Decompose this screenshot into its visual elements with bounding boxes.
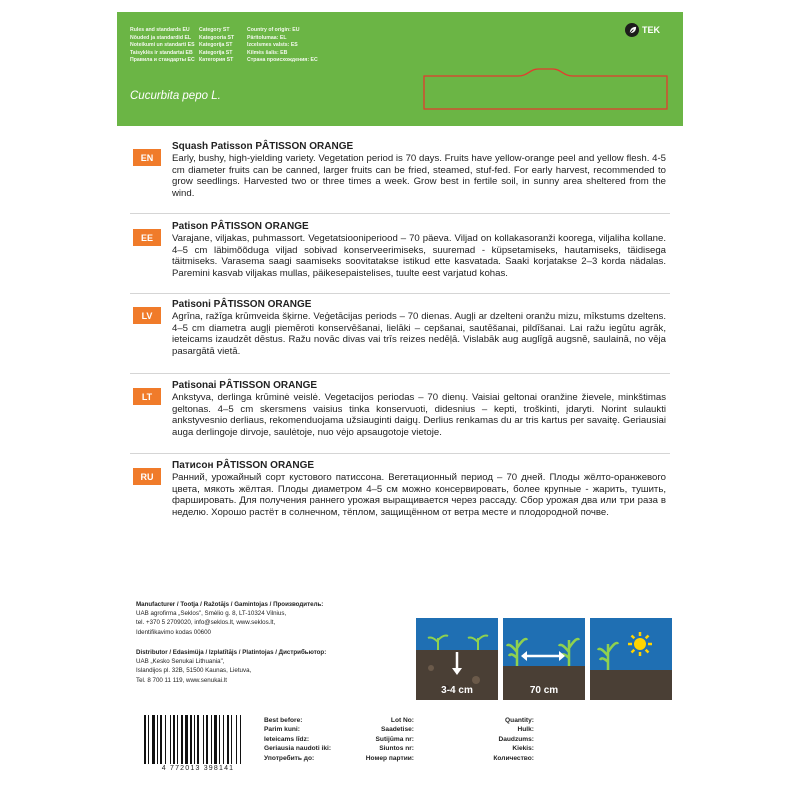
origin-label: Country of origin: EU: [247, 27, 300, 33]
divider: [130, 453, 670, 454]
sowing-depth-pictogram: [416, 618, 498, 700]
quantity-labels: [460, 716, 534, 763]
quantity-label: Quantity:: [505, 717, 534, 724]
standards-label: Правила и стандарты ЕС: [130, 57, 195, 64]
section-title: Patisoni PÂTISSON ORANGE: [172, 299, 312, 310]
section-lt: [130, 380, 670, 452]
manufacturer-line: Identifikavimo kodas 00600: [136, 628, 211, 636]
best-before-label: Ieteicams līdz:: [264, 735, 310, 743]
manufacturer-line: UAB agrofirma „Seklos", Smėlio g. 8, LT-10324 Vilnius,: [136, 610, 287, 618]
section-ee: [130, 221, 670, 293]
category-label: Категория ST: [199, 57, 234, 64]
section-lv: [130, 299, 670, 369]
best-before-labels: [264, 716, 331, 763]
distributor-line: UAB „Kesko Senukai Lithuania",: [136, 658, 225, 666]
lot-label: Номер партии:: [365, 754, 414, 762]
latin-name: Cucurbita pepo L.: [130, 90, 221, 102]
lot-label: Sutijūma nr:: [375, 735, 414, 743]
spacing-pictogram: [503, 618, 585, 700]
lot-label: Siuntos nr:: [379, 745, 414, 753]
brand-name: TEK: [642, 25, 660, 35]
section-body: Varajane, viljakas, puhmassort. Vegetatsiooniperiood – 70 päeva. Viljad on kollakasoranži koorega, viljaliha kollane. 4–5 cm läbimõõduga viljad sobivad konserveerimiseks, suuremad - küpsetamiseks, hautamiseks, täidisega täitmiseks. Varasema saagi saamiseks soovitatakse istikud ette kasvatada. Saaki korjatakse 2–3 korda nädalas. Paremini kasvab viljakas mullas, päikesepaistelises, tuulte eest varjatud kohas.: [172, 233, 666, 279]
header-banner: [117, 12, 683, 126]
section-ru: [130, 460, 670, 532]
manufacturer-block: [136, 600, 323, 637]
lot-label: Lot No:: [390, 717, 414, 724]
best-before-label: Употребить до:: [264, 754, 315, 762]
divider: [130, 213, 670, 214]
manufacturer-heading: Manufacturer / Tootja / Ražotājs / Gamintojas / Производитель:: [136, 601, 324, 608]
category-label: Category ST: [199, 27, 230, 33]
brand-logo: [625, 23, 660, 37]
origin-label: Päritolumaa: EL: [247, 34, 287, 41]
lang-badge: RU: [133, 468, 161, 485]
quantity-label: Hulk:: [517, 726, 534, 734]
divider: [130, 373, 670, 374]
distributor-block: [136, 648, 326, 685]
standards-label: Nõuded ja standardid EL: [130, 34, 192, 41]
lang-badge: LT: [133, 388, 161, 405]
origin-label: Kilmės šalis: EB: [247, 49, 288, 56]
category-label: Kategorija ST: [199, 42, 233, 49]
section-body: Ankstyva, derlinga krūminė veislė. Vegetacijos periodas – 70 dienų. Vaisiai geltonai oranžine žievele, minkštimas geltonas. 4–5 cm skersmens vaisius tinka konservuoti, didesnius – kepti, troškinti, įdaryti. Norint sulaukti ankstyvesnio derliaus, rekomenduojama užsiauginti daigų. Derlius renkamas du ar tris kartus per savaitę. Geriausiai auga derlingoje dirvoje, saulėtoje, nuo vėjo apsaugotoje vietoje.: [172, 392, 666, 438]
lot-labels: [340, 716, 414, 763]
spacing-label: 70 cm: [529, 685, 559, 696]
depth-label: 3-4 cm: [441, 685, 473, 696]
origin-label: Страна происхождения: ЕС: [247, 57, 318, 64]
manufacturer-line: tel. +370 5 2709020, info@seklos.lt, www.seklos.lt,: [136, 619, 276, 627]
best-before-label: Geriausia naudoti iki:: [264, 745, 332, 753]
section-title: Patison PÂTISSON ORANGE: [172, 221, 309, 232]
section-en: [130, 141, 670, 203]
distributor-heading: Distributor / Edasimüja / Izplatītājs / Platintojas / Дистрибьютор:: [136, 649, 327, 656]
lang-badge: LV: [133, 307, 161, 324]
distributor-line: Tel. 8 700 11 119, www.senukai.lt: [136, 676, 227, 684]
section-body: Agrīna, ražīga krūmveida šķirne. Veģetācijas periods – 70 dienas. Augļi ar dzelteni oranžu mizu, mīkstums dzeltens. 4–5 cm diametra augļi piemēroti konservēšanai, lielāki – cepšanai, sautēšanai, pildīšanai. Lai ražu iegūtu agrāk, ieteicams izaudzēt dēstus. Ražu novāc divas vai trīs reizes nedēļā. Vislabāk aug auglīgā augsnē, saulainā, no vēja pasargātā vietā.: [172, 311, 666, 357]
divider: [130, 293, 670, 294]
barcode-number: 4 772013 398141: [161, 765, 235, 772]
sunlight-pictogram: [590, 618, 672, 700]
quantity-label: Kiekis:: [512, 745, 534, 753]
lang-badge: EN: [133, 149, 161, 166]
section-title: Squash Patisson PÂTISSON ORANGE: [172, 141, 354, 152]
quantity-label: Количество:: [493, 754, 534, 762]
origin-label: Izcelsmes valsts: ES: [247, 42, 298, 49]
category-label: Kategorija ST: [199, 49, 233, 56]
header-standards-grid: [130, 27, 318, 65]
leaf-icon: [625, 23, 639, 37]
quantity-label: Daudzums:: [498, 735, 534, 743]
distributor-line: Islandijos pl. 32B, 51500 Kaunas, Lietuva,: [136, 667, 252, 675]
barcode: [142, 715, 254, 764]
standards-label: Taisyklės ir standartai EB: [130, 49, 193, 56]
best-before-label: Best before:: [264, 717, 303, 724]
section-title: Patisonai PÂTISSON ORANGE: [172, 380, 318, 391]
section-title: Патисон PÂTISSON ORANGE: [172, 460, 315, 471]
lot-label: Saadetise:: [381, 726, 414, 734]
packet-window-outline: [423, 49, 668, 110]
standards-label: Rules and standards EU: [130, 27, 190, 33]
standards-label: Noteikumi un standarti ES: [130, 42, 195, 49]
category-label: Kategooria ST: [199, 34, 235, 41]
best-before-label: Parim kuni:: [264, 726, 300, 734]
section-body: Ранний, урожайный сорт кустового патиссона. Вегетационный период – 70 дней. Плоды жёлто-оранжевого цвета, мякоть жёлтая. Плоды диаметром 4–5 см можно консервировать, более крупные - жарить, тушить, фаршировать. Для получения раннего урожая выращивается через рассаду. Сбор урожая два или три раза в неделю. Хорошо растёт в солнечном, тёплом, защищённом от ветра месте и плодородной почве.: [172, 472, 666, 518]
section-body: Early, bushy, high-yielding variety. Vegetation period is 70 days. Fruits have yellow-orange peel and yellow flesh. 4-5 cm diameter fruits can be canned, larger fruits can be fried, steamed, stuf-fed. For early harvest, recommended to grow seedlings. Harvested two or three times a week. Grow best in fertile soil, in sunny area sheltered from the wind.: [172, 153, 666, 199]
lang-badge: EE: [133, 229, 161, 246]
